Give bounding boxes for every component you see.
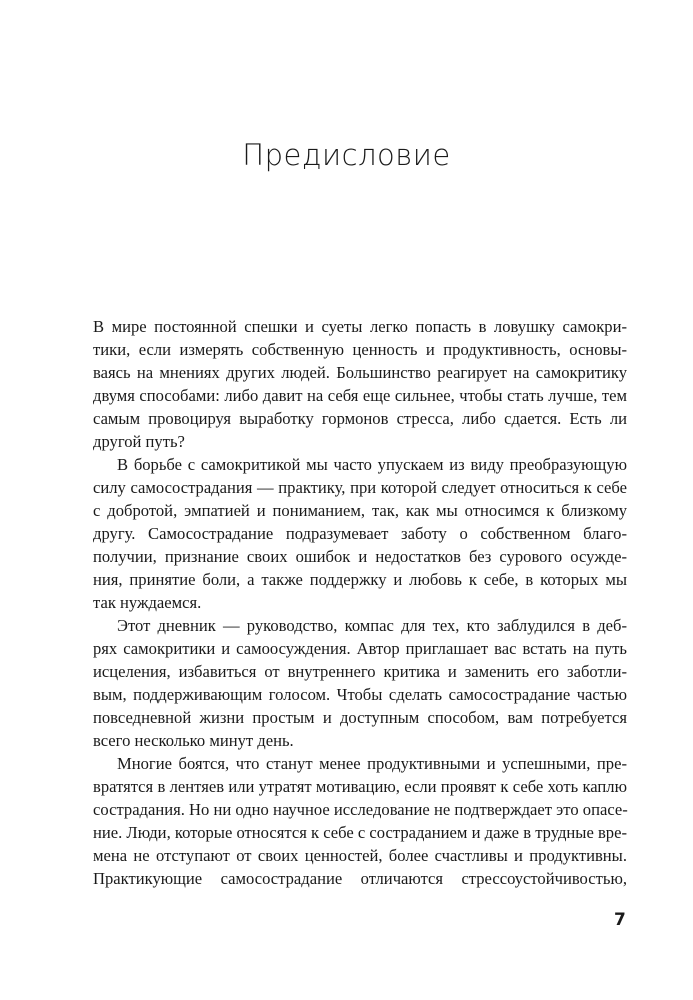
text-line: ние. Люди, которые относятся к себе с состраданием и даже в трудные вре- xyxy=(93,823,627,842)
text-line: вратятся в лентяев или утратят мотивацию, если проявят к себе хоть каплю xyxy=(93,777,627,796)
text-line: Практикующие самосострадание отличаются стрессоустойчивостью, xyxy=(93,869,627,888)
text-line: получии, признание своих ошибок и недостатков без сурового осужде- xyxy=(93,547,627,566)
text-line: мена не отступают от своих ценностей, более счастливы и продуктивны. xyxy=(93,846,627,865)
text-line: В мире постоянной спешки и суеты легко попасть в ловушку самокри- xyxy=(93,317,627,336)
text-line: Многие боятся, что станут менее продуктивными и успешными, пре- xyxy=(117,754,627,773)
text-line: тики, если измерять собственную ценность и продуктивность, основы- xyxy=(93,340,627,359)
text-line: силу самосострадания — практику, при которой следует относиться к себе xyxy=(93,478,627,497)
text-line: Этот дневник — руководство, компас для тех, кто заблудился в деб- xyxy=(117,616,627,635)
chapter-title: Предисловие xyxy=(242,138,451,172)
text-line: рях самокритики и самоосуждения. Автор приглашает вас встать на путь xyxy=(93,639,627,658)
text-line: исцеления, избавиться от внутреннего критика и заменить его заботли- xyxy=(93,662,627,681)
text-line: ваясь на мнениях других людей. Большинство реагирует на самокритику xyxy=(93,363,627,382)
text-line: повседневной жизни простым и доступным способом, вам потребуется xyxy=(93,708,627,727)
text-line: так нуждаемся. xyxy=(93,593,202,612)
text-line: с добротой, эмпатией и пониманием, так, как мы относимся к близкому xyxy=(93,501,627,520)
text-line: ния, принятие боли, а также поддержку и любовь к себе, в которых мы xyxy=(93,570,627,589)
text-line: всего несколько минут день. xyxy=(93,731,294,750)
text-line: самым провоцируя выработку гормонов стресса, либо сдается. Есть ли xyxy=(93,409,627,428)
text-line: другой путь? xyxy=(93,432,185,451)
text-line: другу. Самосострадание подразумевает заботу о собственном благо- xyxy=(93,524,627,543)
body-text xyxy=(93,315,627,890)
paragraph xyxy=(93,453,627,614)
text-line: двумя способами: либо давит на себя еще сильнее, чтобы стать лучше, тем xyxy=(93,386,627,405)
text-line: сострадания. Но ни одно научное исследование не подтверждает это опасе- xyxy=(93,800,628,819)
text-line: В борьбе с самокритикой мы часто упускаем из виду преобразующую xyxy=(117,455,627,474)
page-number: 7 xyxy=(614,910,626,930)
paragraph xyxy=(93,752,627,890)
paragraph xyxy=(93,315,627,453)
text-line: вым, поддерживающим голосом. Чтобы сделать самосострадание частью xyxy=(93,685,627,704)
paragraph xyxy=(93,614,627,752)
